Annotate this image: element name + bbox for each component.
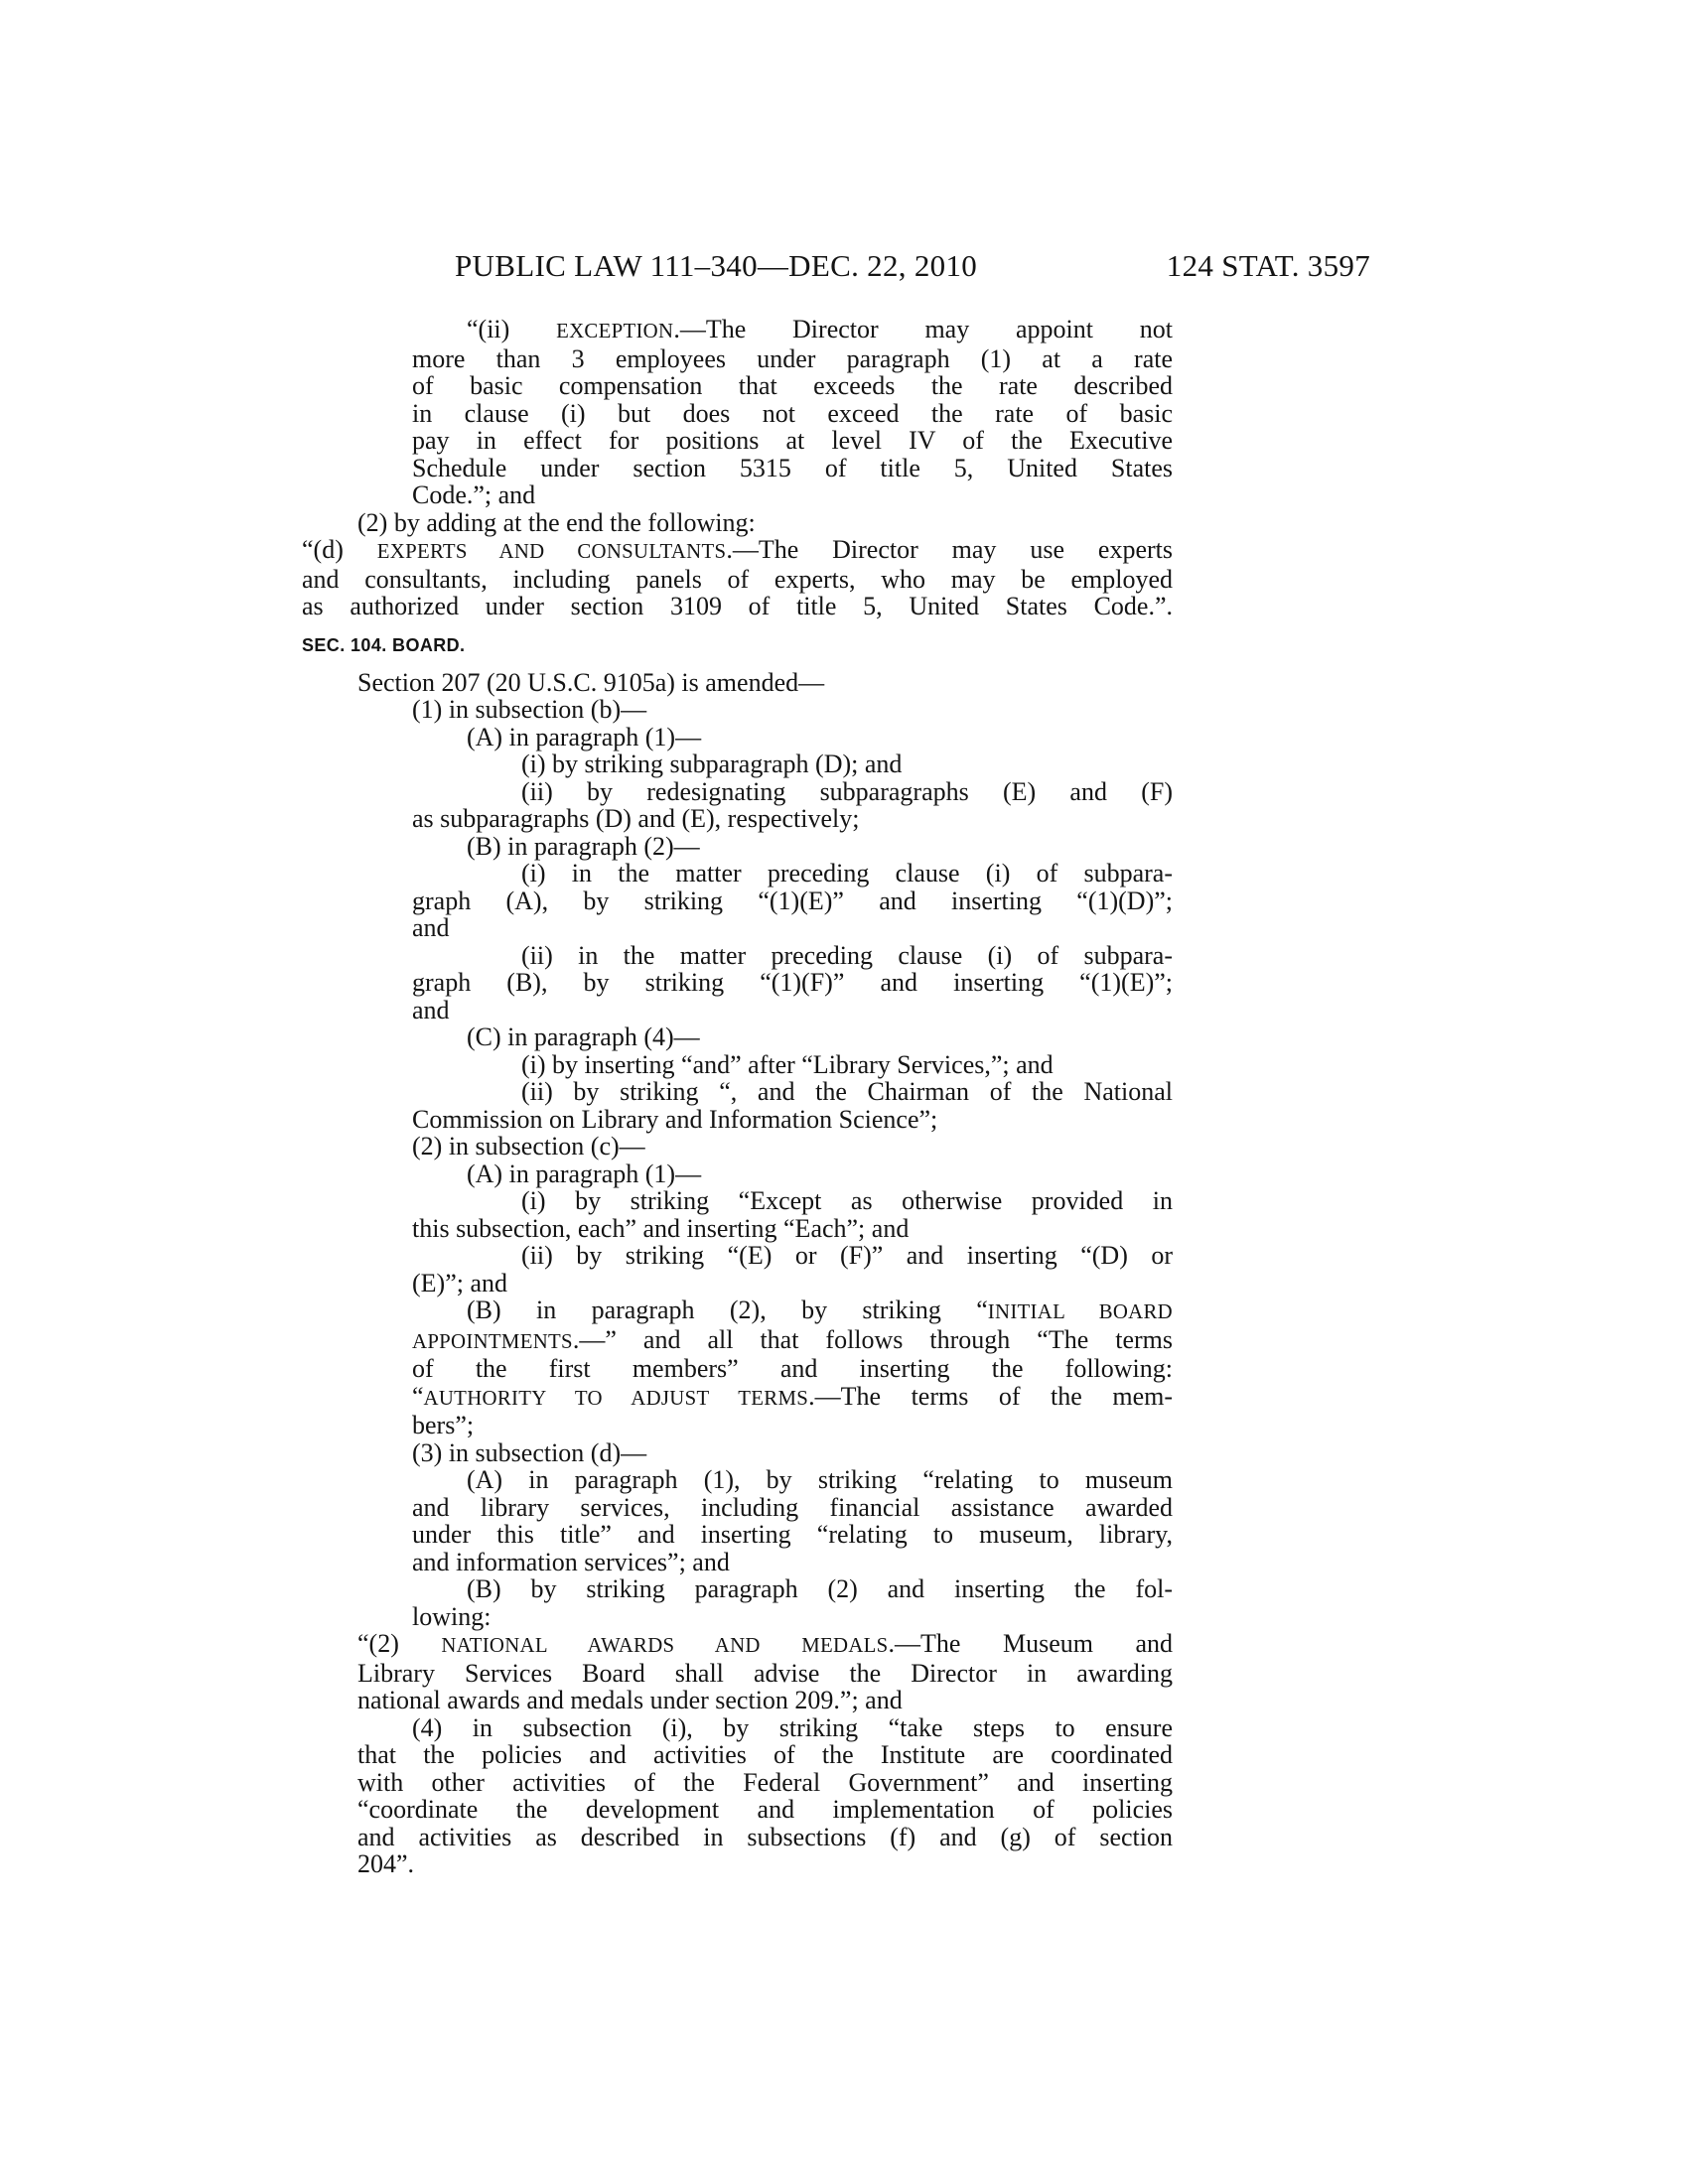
text-line: (ii) by redesignating subparagraphs (E) and (F): [521, 776, 1173, 806]
text-line: with other activities of the Federal Government” and inserting: [357, 1767, 1173, 1797]
text-line: as authorized under section 3109 of title 5, United States Code.”.: [302, 592, 1173, 620]
text-line: (i) by striking “Except as otherwise provided in: [521, 1186, 1173, 1215]
text-line: (ii) in the matter preceding clause (i) of subpara-: [521, 940, 1173, 970]
statute-text: [302, 316, 1173, 1878]
text-line: (2) in subsection (c)—: [412, 1132, 645, 1160]
text-line: of the first members” and inserting the following:: [412, 1354, 1173, 1383]
text-line: (ii) by striking “(E) or (F)” and inserting “(D) or: [521, 1241, 1173, 1270]
text-line: 204”.: [357, 1849, 415, 1878]
text-line: and: [412, 913, 450, 942]
text-line: and consultants, including panels of experts, who may be employed: [302, 564, 1173, 594]
text-line: graph (A), by striking “(1)(E)” and inserting “(1)(D)”;: [412, 886, 1173, 915]
text-line: (A) in paragraph (1)—: [467, 1159, 702, 1188]
text-line: this subsection, each” and inserting “Each”; and: [412, 1213, 910, 1243]
text-line: (i) by striking subparagraph (D); and: [521, 750, 903, 778]
text-line: Section 207 (20 U.S.C. 9105a) is amended—: [357, 667, 825, 697]
text-line: (E)”; and: [412, 1268, 508, 1297]
text-line: under this title” and inserting “relating to museum, library,: [412, 1520, 1173, 1549]
text-line: (1) in subsection (b)—: [412, 695, 647, 724]
text-line: (2) by adding at the end the following:: [357, 507, 756, 537]
text-line: “(2) NATIONAL AWARDS AND MEDALS.—The Museum and: [357, 1629, 1173, 1658]
public-law-citation: PUBLIC LAW 111–340—DEC. 22, 2010: [455, 248, 978, 283]
running-header: [455, 246, 1370, 286]
text-line: (B) by striking paragraph (2) and inserting the fol-: [467, 1574, 1173, 1603]
text-line: Code.”; and: [412, 480, 536, 509]
text-line: “coordinate the development and implementation of policies: [357, 1795, 1173, 1824]
text-line: graph (B), by striking “(1)(F)” and inserting “(1)(E)”;: [412, 968, 1173, 997]
section-heading: SEC. 104. BOARD.: [302, 634, 466, 655]
text-line: Library Services Board shall advise the Director in awarding: [357, 1658, 1173, 1688]
statute-page-number: 124 STAT. 3597: [1166, 248, 1370, 283]
text-line: that the policies and activities of the Institute are coordinated: [357, 1740, 1173, 1769]
text-line: more than 3 employees under paragraph (1) at a rate: [412, 343, 1173, 373]
text-line: (3) in subsection (d)—: [412, 1437, 647, 1467]
text-line: (C) in paragraph (4)—: [467, 1023, 700, 1051]
text-line: (ii) by striking “, and the Chairman of the National: [521, 1077, 1173, 1106]
text-line: and activities as described in subsections (f) and (g) of section: [357, 1822, 1173, 1851]
text-line: bers”;: [412, 1411, 475, 1439]
text-line: as subparagraphs (D) and (E), respectively;: [412, 804, 860, 833]
text-line: of basic compensation that exceeds the rate described: [412, 371, 1173, 400]
text-line: and: [412, 995, 450, 1024]
text-line: (B) in paragraph (2), by striking “INITIAL BOARD: [467, 1296, 1173, 1324]
text-line: APPOINTMENTS.—” and all that follows through “The terms: [412, 1324, 1173, 1354]
text-line: “AUTHORITY TO ADJUST TERMS.—The terms of the mem-: [412, 1381, 1173, 1411]
text-line: Schedule under section 5315 of title 5, United States: [412, 453, 1173, 482]
text-line: (A) in paragraph (1)—: [467, 722, 702, 751]
text-line: (A) in paragraph (1), by striking “relating to museum: [467, 1465, 1173, 1494]
text-line: lowing:: [412, 1601, 492, 1631]
text-line: (i) in the matter preceding clause (i) of subpara-: [521, 859, 1173, 887]
text-line: (i) by inserting “and” after “Library Services,”; and: [521, 1049, 1054, 1079]
text-line: (B) in paragraph (2)—: [467, 831, 700, 861]
text-line: “(d) EXPERTS AND CONSULTANTS.—The Director may use experts: [302, 535, 1173, 564]
text-line: in clause (i) but does not exceed the rate of basic: [412, 398, 1173, 428]
text-line: pay in effect for positions at level IV of the Executive: [412, 426, 1173, 455]
text-line: and library services, including financial assistance awarded: [412, 1492, 1173, 1522]
text-line: “(ii) EXCEPTION.—The Director may appoint not: [467, 315, 1173, 343]
text-line: and information services”; and: [412, 1547, 730, 1576]
text-line: Commission on Library and Information Science”;: [412, 1104, 938, 1134]
text-line: national awards and medals under section 209.”; and: [357, 1686, 903, 1714]
text-line: (4) in subsection (i), by striking “take steps to ensure: [412, 1712, 1173, 1742]
